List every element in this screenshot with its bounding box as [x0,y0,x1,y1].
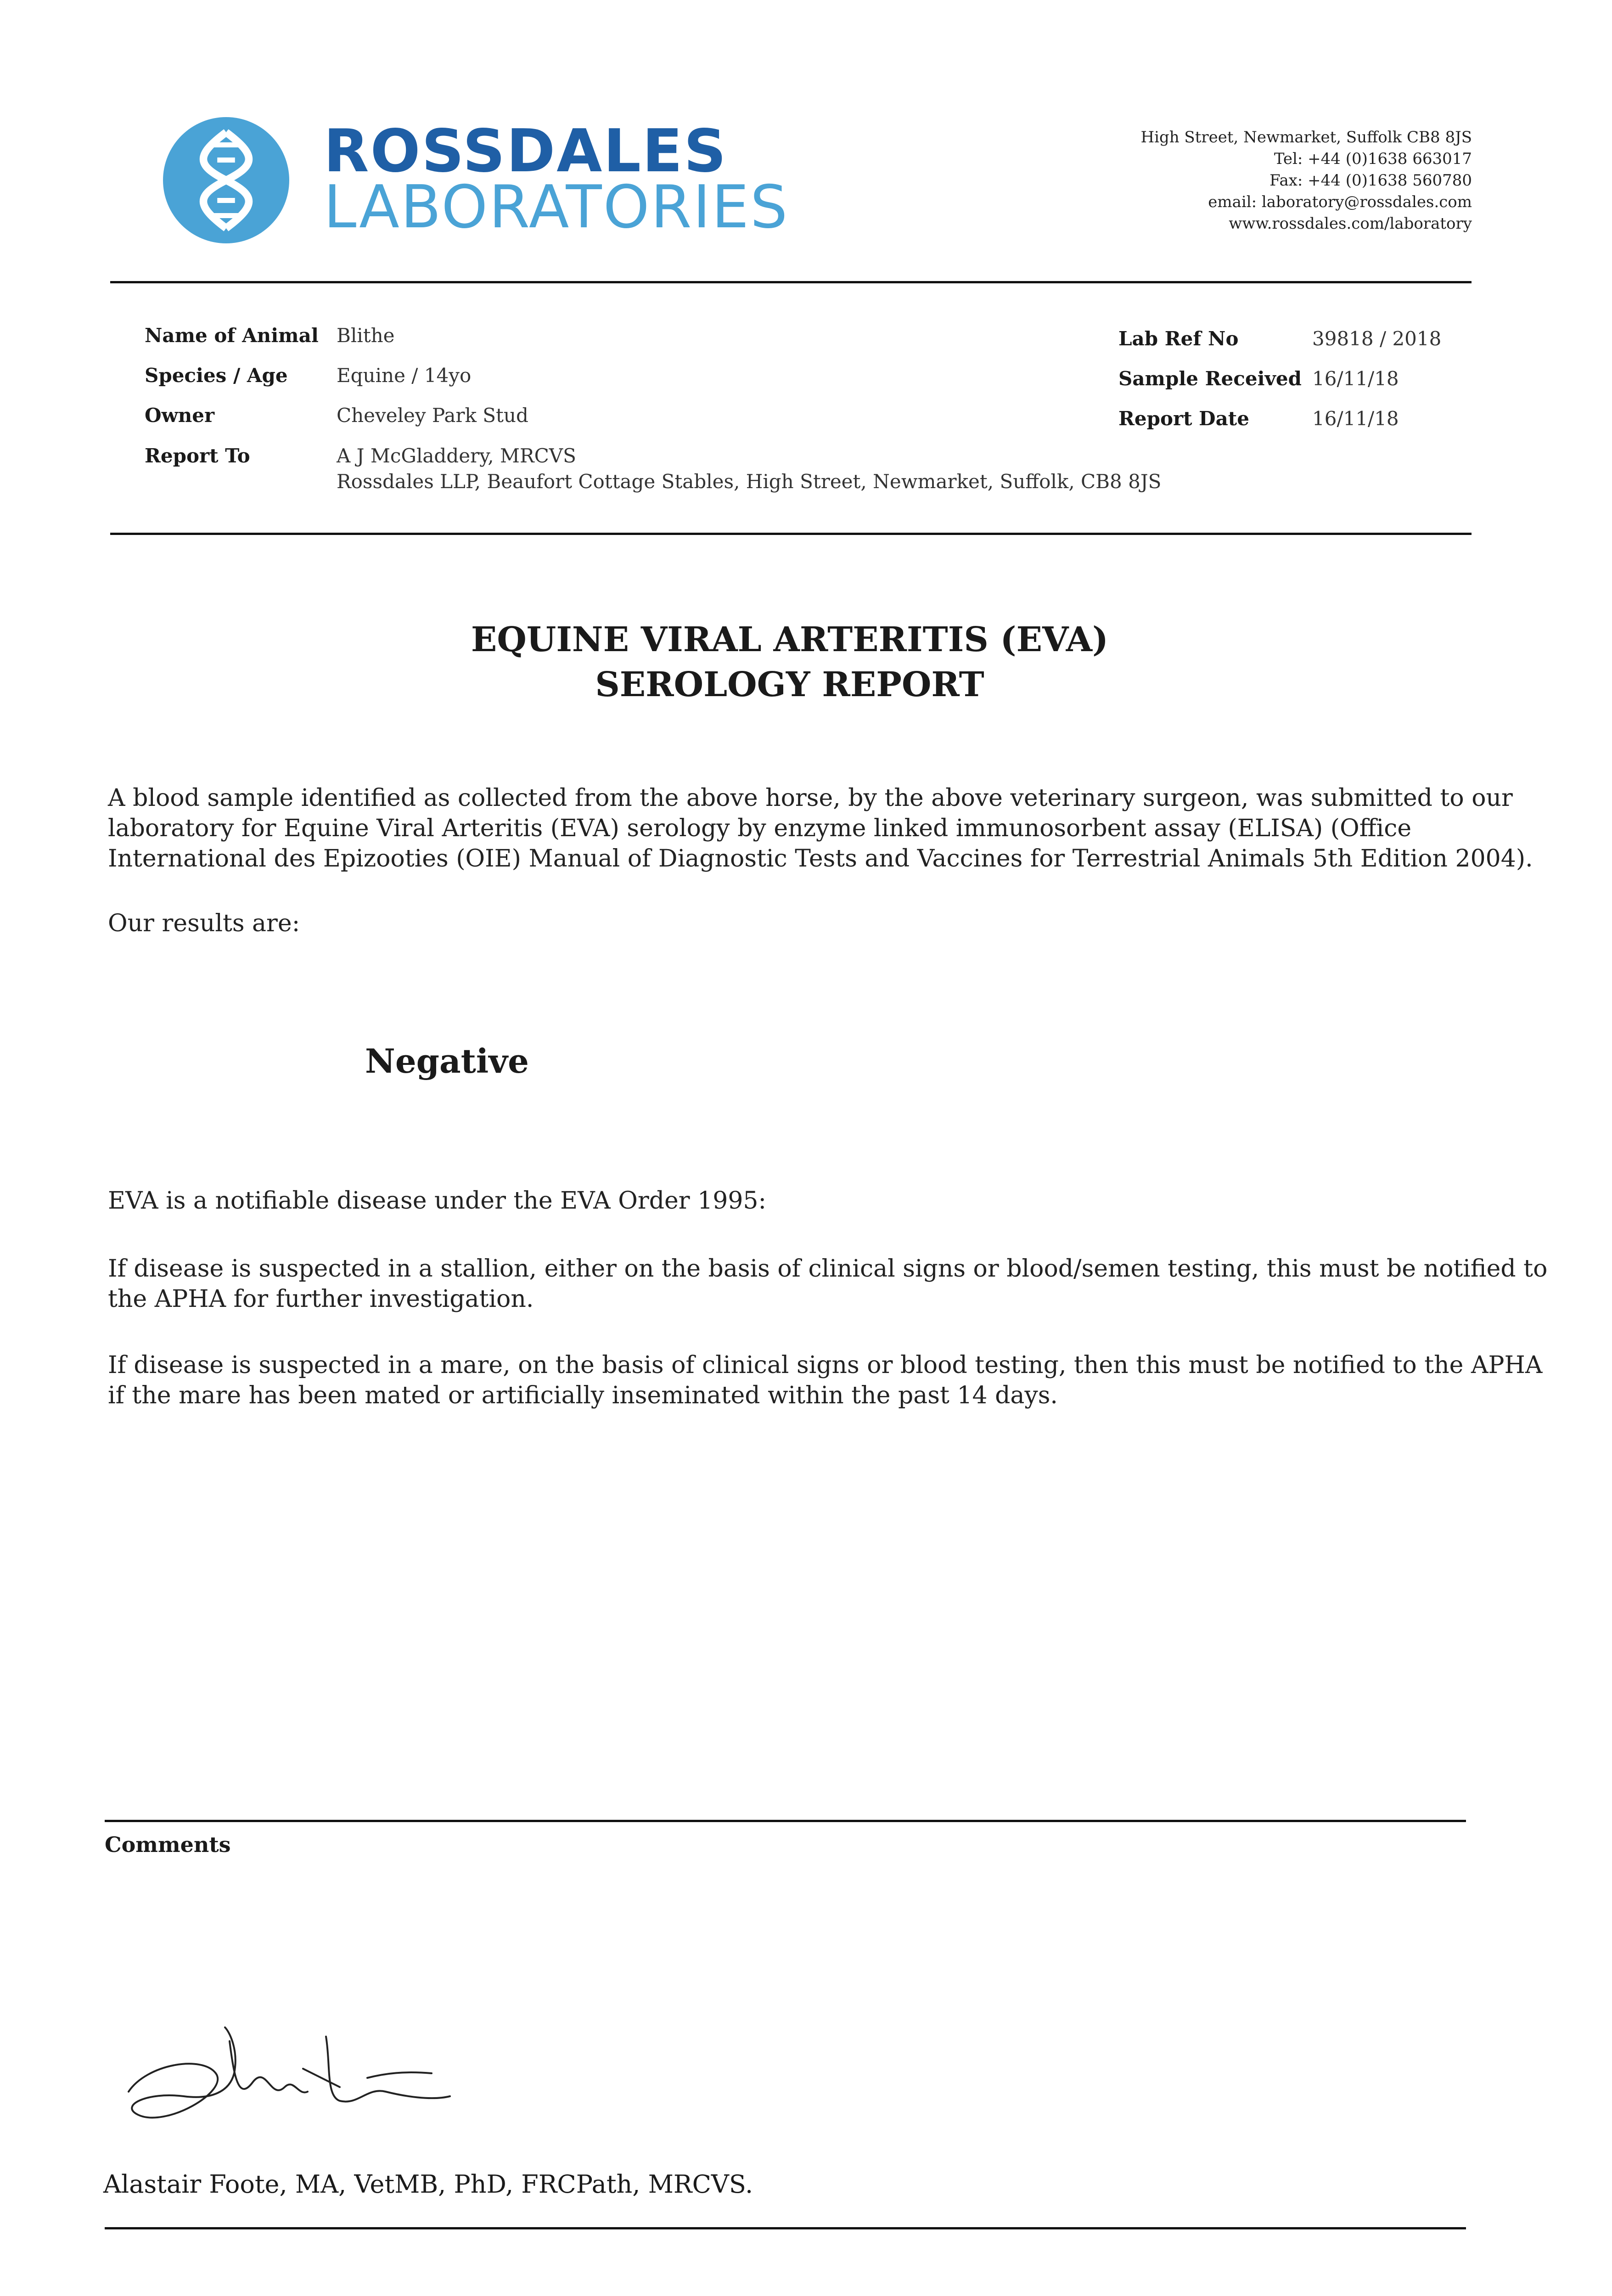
footer-divider [105,2227,1466,2229]
report-date-value: 16/11/18 [1312,407,1399,430]
report-to-address: Rossdales LLP, Beaufort Cottage Stables, High Street, Newmarket, Suffolk, CB8 8JS [337,470,1162,493]
report-to-label: Report To [145,445,250,467]
result-value: Negative [365,1041,529,1080]
name-value: Blithe [337,324,395,347]
comments-label: Comments [105,1832,231,1857]
name-label: Name of Animal [145,324,319,347]
lab-ref-value: 39818 / 2018 [1312,327,1442,350]
address-tel: Tel: +44 (0)1638 663017 [1274,150,1472,168]
comments-divider [105,1820,1466,1822]
sample-received-value: 16/11/18 [1312,367,1399,390]
owner-label: Owner [145,404,215,427]
report-subtitle: SEROLOGY REPORT [595,665,984,704]
owner-value: Cheveley Park Stud [337,404,528,427]
mare-line: if the mare has been mated or artificially inseminated within the past 14 days. [108,1382,1058,1409]
logo-subname: LABORATORIES [324,173,789,242]
signatory-name: Alastair Foote, MA, VetMB, PhD, FRCPath, MRCVS. [103,2170,753,2199]
report-title: EQUINE VIRAL ARTERITIS (EVA) [471,620,1109,659]
sample-received-label: Sample Received [1118,367,1302,390]
address-street: High Street, Newmarket, Suffolk CB8 8JS [1140,128,1472,146]
mare-line: If disease is suspected in a mare, on the basis of clinical signs or blood testing, then this must be notified to the APHA [108,1351,1543,1379]
lab-ref-label: Lab Ref No [1118,327,1239,350]
address-fax: Fax: +44 (0)1638 560780 [1269,171,1472,190]
notifiable-statement: EVA is a notifiable disease under the EVA Order 1995: [108,1187,767,1215]
stallion-line: the APHA for further investigation. [108,1285,534,1313]
results-label: Our results are: [108,910,300,937]
address-website[interactable]: www.rossdales.com/laboratory [1229,214,1472,233]
intro-line: laboratory for Equine Viral Arteritis (EVA) serology by enzyme linked immunosorbent assay (ELISA) (Office [108,815,1412,842]
report-to-name: A J McGladdery, MRCVS [337,445,576,467]
header-divider [110,281,1472,283]
intro-line: International des Epizooties (OIE) Manual of Diagnostic Tests and Vaccines for Terrestrial Animals 5th Edition 2004). [108,845,1533,872]
signature [110,2023,464,2142]
report-date-label: Report Date [1118,407,1249,430]
dna-helix-icon [163,117,289,243]
stallion-line: If disease is suspected in a stallion, either on the basis of clinical signs or blood/semen testing, this must be notified to [108,1255,1548,1283]
intro-line: A blood sample identified as collected from the above horse, by the above veterinary surgeon, was submitted to our [108,784,1513,812]
species-label: Species / Age [145,364,288,387]
address-email[interactable]: email: laboratory@rossdales.com [1208,193,1472,211]
species-value: Equine / 14yo [337,364,472,387]
details-divider [110,533,1472,535]
logo-name: ROSSDALES [324,117,728,186]
